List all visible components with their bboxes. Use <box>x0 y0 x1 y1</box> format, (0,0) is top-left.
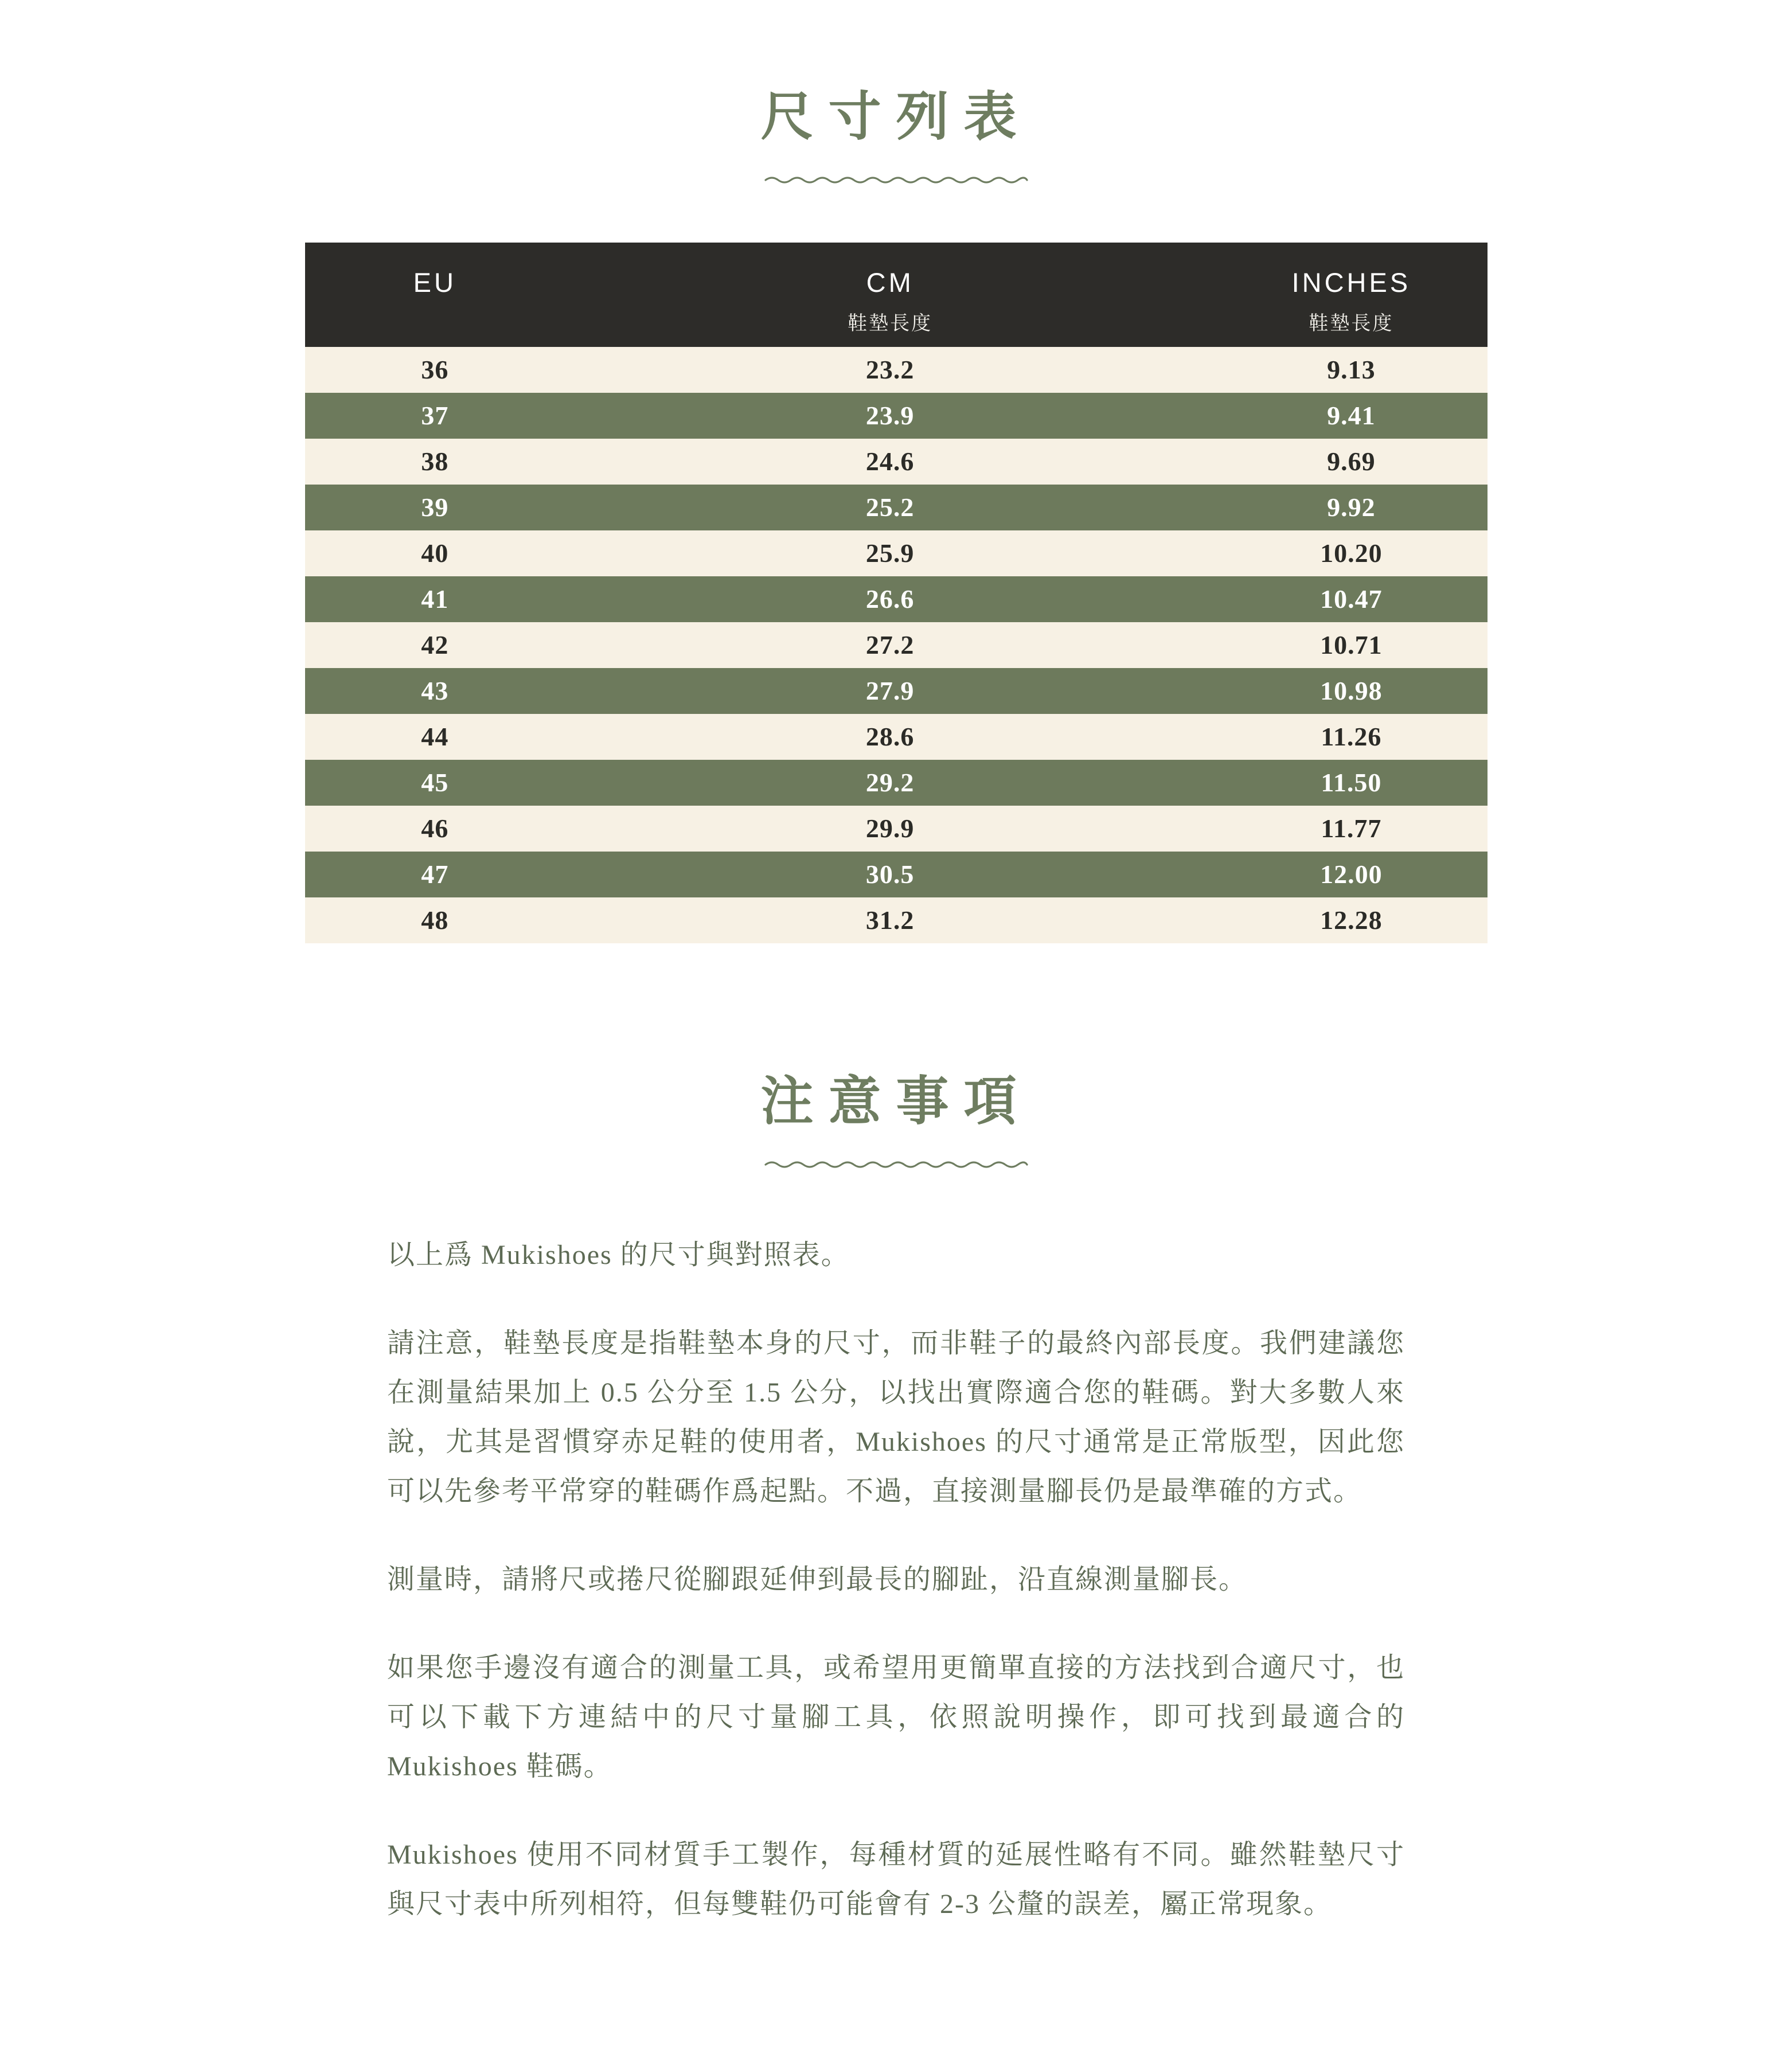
table-row <box>305 439 1488 485</box>
inches-column-sublabel: 鞋墊長度 <box>1309 312 1394 334</box>
cm-cell: 24.6 <box>865 447 915 477</box>
table-row <box>305 622 1488 668</box>
notes-paragraph: 如果您手邊沒有適合的測量工具，或希望用更簡單直接的方法找到合適尺寸，也可以下載下方連結中的尺寸量腳工具，依照說明操作，即可找到最適合的 Mukishoes 鞋碼。 <box>387 1652 1405 1782</box>
eu-cell: 41 <box>421 584 449 614</box>
wavy-divider-icon <box>764 1158 1028 1168</box>
table-row <box>305 530 1488 576</box>
wavy-divider-icon <box>764 173 1028 183</box>
eu-cell: 47 <box>421 860 449 889</box>
cm-cell: 25.2 <box>865 493 915 522</box>
inches-cell: 10.20 <box>1320 538 1383 568</box>
table-row <box>305 897 1488 943</box>
cm-cell: 29.9 <box>865 814 915 844</box>
table-row <box>305 668 1488 714</box>
table-row <box>305 852 1488 897</box>
cm-cell: 27.2 <box>865 630 915 660</box>
notes-paragraph: 測量時，請將尺或捲尺從腳跟延伸到最長的腳趾，沿直線測量腳長。 <box>387 1564 1248 1595</box>
inches-cell: 12.28 <box>1320 905 1383 935</box>
cm-cell: 23.9 <box>865 401 915 431</box>
eu-cell: 48 <box>421 905 449 935</box>
notes-title: 注意事項 <box>760 1072 1032 1131</box>
inches-cell: 10.47 <box>1320 584 1383 614</box>
inches-cell: 11.50 <box>1321 768 1382 798</box>
eu-cell: 44 <box>421 722 449 752</box>
cm-cell: 30.5 <box>865 860 915 889</box>
inches-cell: 9.41 <box>1327 401 1376 431</box>
cm-cell: 31.2 <box>865 905 915 935</box>
notes-paragraph: 以上爲 Mukishoes 的尺寸與對照表。 <box>387 1239 850 1270</box>
table-row <box>305 393 1488 439</box>
table-header-row <box>305 243 1488 347</box>
table-row <box>305 485 1488 530</box>
eu-cell: 45 <box>421 768 449 798</box>
cm-cell: 28.6 <box>865 722 915 752</box>
notes-paragraph: Mukishoes 使用不同材質手工製作，每種材質的延展性略有不同。雖然鞋墊尺寸與尺寸表中所列相符，但每雙鞋仍可能會有 2-3 公釐的誤差，屬正常現象。 <box>387 1839 1405 1919</box>
cm-column-label: CM <box>866 267 914 298</box>
cm-cell: 23.2 <box>865 355 915 385</box>
inches-cell: 9.92 <box>1327 493 1376 522</box>
inches-cell: 9.69 <box>1327 447 1376 477</box>
table-row <box>305 760 1488 806</box>
inches-column-label: INCHES <box>1291 267 1411 298</box>
size-table <box>305 243 1488 943</box>
cm-cell: 25.9 <box>865 538 915 568</box>
size-list-title: 尺寸列表 <box>760 88 1032 146</box>
wavy-divider <box>0 173 1792 186</box>
cm-column-sublabel: 鞋墊長度 <box>848 312 933 334</box>
table-header-cm <box>565 243 1215 347</box>
eu-cell: 40 <box>421 538 449 568</box>
cm-cell: 26.6 <box>865 584 915 614</box>
cm-cell: 29.2 <box>865 768 915 798</box>
table-header-eu <box>305 243 565 347</box>
eu-cell: 42 <box>421 630 449 660</box>
table-header-inches <box>1215 243 1487 347</box>
inches-cell: 10.71 <box>1320 630 1383 660</box>
eu-cell: 39 <box>421 493 449 522</box>
table-row <box>305 714 1488 760</box>
notes-paragraph: 請注意，鞋墊長度是指鞋墊本身的尺寸，而非鞋子的最終內部長度。我們建議您在測量結果加上 0.5 公分至 1.5 公分，以找出實際適合您的鞋碼。對大多數人來說，尤其是習慣穿赤足鞋的使用者，Mukishoes 的尺寸通常是正常版型，因此您可以先參考平常穿的鞋碼作爲起點。不過，直接測量腳長仍是最準確的方式。 <box>387 1327 1405 1506</box>
inches-cell: 12.00 <box>1320 860 1383 889</box>
eu-cell: 37 <box>421 401 449 431</box>
eu-cell: 46 <box>421 814 449 844</box>
inches-cell: 9.13 <box>1327 355 1376 385</box>
eu-cell: 43 <box>421 676 449 706</box>
table-row <box>305 806 1488 852</box>
inches-cell: 11.77 <box>1321 814 1382 844</box>
notes-body <box>387 1231 1405 1963</box>
wavy-divider <box>0 1158 1792 1171</box>
inches-cell: 10.98 <box>1320 676 1383 706</box>
cm-cell: 27.9 <box>865 676 915 706</box>
eu-cell: 36 <box>421 355 449 385</box>
eu-cell: 38 <box>421 447 449 477</box>
table-row <box>305 347 1488 393</box>
eu-column-label: EU <box>413 267 456 298</box>
inches-cell: 11.26 <box>1321 722 1382 752</box>
size-table-container <box>305 243 1488 943</box>
table-row <box>305 576 1488 622</box>
